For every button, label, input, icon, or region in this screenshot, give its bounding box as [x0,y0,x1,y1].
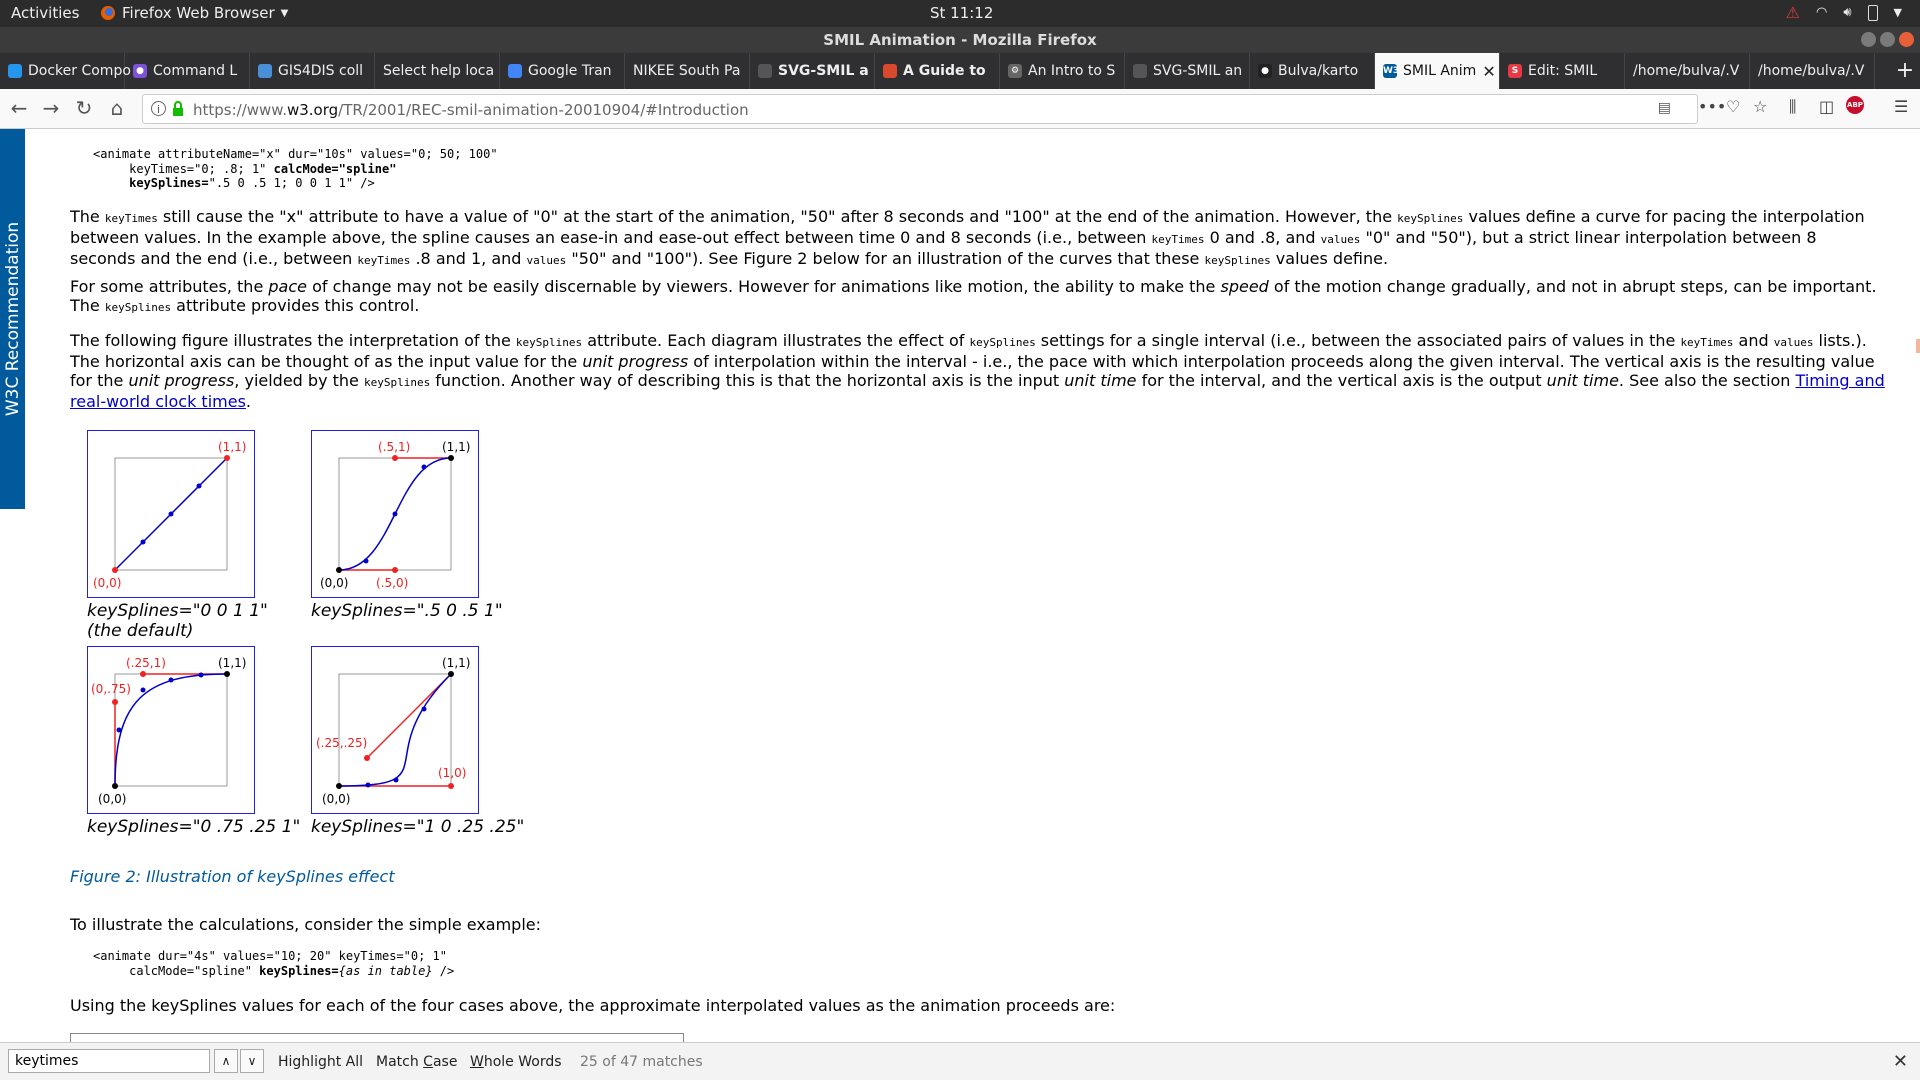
svg-icon [1133,64,1147,78]
sample-point [141,540,146,545]
figure-4-caption: keySplines="1 0 .25 .25" [311,817,525,837]
chevron-down-icon: ▼ [280,7,289,19]
system-tray[interactable] [1786,3,1920,22]
google-translate-icon [508,64,522,78]
url-domain: w3.org [286,101,339,119]
tab-12[interactable] [1375,53,1500,89]
p1-text: values define. [1270,249,1389,268]
scrollbar-thumb[interactable] [1916,339,1920,353]
p3-emphasis: unit progress [128,371,235,390]
tab-5[interactable] [500,53,625,89]
badge-label: W3C Recommendation [2,221,23,417]
p3-emphasis: unit time [1546,371,1619,390]
figure-2-caption: keySplines=".5 0 .5 1" [311,601,503,621]
p3-text: lists.). The horizontal axis can be thought of as the input value for the [70,331,1867,371]
dot-icon: ● [133,64,147,78]
tab-3[interactable] [250,53,375,89]
back-button[interactable]: ← [10,96,28,120]
p1-code: keyTimes [104,212,158,225]
sample-point [364,559,369,564]
code2-line2a: calcMode="spline" [93,963,260,978]
p3-text: , yielded by the [234,371,364,390]
tab-2[interactable] [125,53,250,89]
p3-text: attribute. Each diagram illustrates the effect of [582,331,970,350]
whole-words-label: hole Words [483,1054,562,1070]
p1-code: keySplines [1204,254,1271,267]
page-content [0,129,1920,1042]
control1-label: (.5,0) [376,576,409,590]
p3-emphasis: unit progress [582,352,689,371]
code1-line2b: calcMode="spline" [273,161,397,176]
p1-code: keyTimes [1151,233,1205,246]
tab-15[interactable] [1750,53,1875,89]
sample-point [366,783,371,788]
code1-line1: <animate attributeName="x" dur="10s" values="0; 50; 100" [93,147,498,161]
figure-keysplines-default [87,430,255,598]
end-label: (1,1) [218,656,247,670]
code-block-1 [93,147,498,191]
paragraph-5: Using the keySplines values for each of the four cases above, the approximate interpolated values as the animation proceeds are: [70,996,1116,1015]
code2-line2b: keySplines= [259,963,339,978]
unit-square [115,674,227,786]
p3-code: values [1773,336,1814,349]
p2-text: For some attributes, the [70,277,269,296]
gear-icon: ⚙ [1008,64,1022,78]
p3-code: keySplines [969,336,1036,349]
navigation-toolbar [0,89,1920,129]
url-path: /TR/2001/REC-smil-animation-20010904/#Introduction [338,101,749,119]
control-point [140,671,146,677]
forward-button[interactable]: → [42,96,60,120]
p3-text: . See also the section [1618,371,1796,390]
control2-label: (.25,1) [126,656,166,670]
end-point [224,671,230,677]
end-point [448,671,454,677]
window-title-bar [0,27,1920,53]
pocket-icon[interactable]: ♡ [1726,97,1741,116]
adblock-icon[interactable]: ABP [1846,96,1864,114]
p2-text: of the motion change gradually, and not in abrupt steps, can be important. The [70,277,1877,315]
p3-text: settings for a single interval (i.e., between the associated pairs of values in the [1035,331,1681,350]
tab-label: Bulva/karto [1278,63,1359,79]
tab-14[interactable] [1625,53,1750,89]
start-label: (0,0) [93,576,122,590]
figure-4-svg [312,647,478,813]
control2-label: (.5,1) [378,440,411,454]
p1-code: values [526,254,567,267]
figure-3-svg [88,647,254,813]
sample-point [393,512,398,517]
sample-point [197,484,202,489]
sidebar-icon[interactable]: ◫ [1819,97,1835,116]
tab-label: SVG-SMIL a [778,63,869,79]
spline-curve [115,674,227,786]
window-controls [1861,32,1914,47]
match-case-label: ase [432,1054,458,1070]
lock-icon [171,101,185,117]
w3c-recommendation-badge[interactable] [0,129,25,509]
p1-text: 0 and .8, and [1204,228,1321,247]
p3-emphasis: unit time [1064,371,1137,390]
tab-8[interactable] [875,53,1000,89]
figure-1-svg [88,431,254,597]
p2-text: attribute provides this control. [171,296,420,315]
url-bar[interactable] [142,94,1698,124]
figure-keysplines-ease-out [87,646,255,814]
docker-icon [8,64,22,78]
tab-label: NIKEE South Pa [633,63,741,79]
control-point [112,699,118,705]
sample-point [169,678,174,683]
p1-text: "0" and "50"), but a strict linear interpolation between 8 seconds and the end (i.e., between [70,228,1817,268]
end-label: (1,1) [442,440,471,454]
figure-2-svg [312,431,478,597]
close-tab-icon[interactable]: ✕ [1482,61,1496,81]
sample-point [199,673,204,678]
timing-section-link[interactable]: Timing and real-world clock times [70,371,1885,411]
reload-button[interactable]: ↻ [75,96,93,120]
p2-code: keySplines [104,301,172,314]
power-menu-icon: ▼ [1893,6,1902,19]
find-input[interactable] [8,1049,210,1073]
find-next-button[interactable]: ∨ [240,1049,264,1073]
p1-text: "50" and "100"). See Figure 2 below for an illustration of the curves that these [566,249,1205,268]
tab-label: Edit: SMIL [1528,63,1598,79]
maximize-button[interactable] [1880,32,1895,47]
match-count: 25 of 47 matches [580,1054,703,1070]
tab-label: Command L [153,63,238,79]
figure-caption: Figure 2: Illustration of keySplines effect [70,867,395,886]
end-label: (1,1) [218,440,247,454]
tab-label: SVG-SMIL an [1153,63,1243,79]
s-icon: S [1508,64,1522,78]
p3-text: and [1733,331,1774,350]
control1-label: (0,.75) [91,682,131,696]
find-previous-button[interactable]: ∧ [214,1049,238,1073]
sample-point [422,465,427,470]
tab-6[interactable] [625,53,750,89]
p3-text: for the interval, and the vertical axis is the output [1136,371,1547,390]
sample-point [169,512,174,517]
wifi-icon: ◠ [1815,5,1828,20]
match-case-label: Match [376,1054,424,1070]
window-title: SMIL Animation - Mozilla Firefox [823,31,1097,49]
caption-line: (the default) [87,621,194,641]
p1-text: still cause the "x" attribute to have a value of "0" at the start of the animation, "50" after 8 seconds and "100" at the end of the animation. However, the [157,207,1398,226]
figure-keysplines-ease-in [311,646,479,814]
tab-4[interactable] [375,53,500,89]
map-pin-icon [258,64,272,78]
tab-11[interactable] [1250,53,1375,89]
control1-label: (1,0) [438,766,467,780]
new-tab-button[interactable]: + [1895,58,1915,83]
p2-text: of change may not be easily discernable by viewers. However for animations like motion, the ability to make the [306,277,1221,296]
code-block-2 [93,949,454,978]
sample-point [117,728,122,733]
tab-1[interactable] [0,53,131,89]
control-point [448,783,454,789]
end-point [336,567,342,573]
code1-line3a: keySplines= [93,176,209,190]
p1-code: keyTimes [357,254,411,267]
match-case-option[interactable] [376,1054,457,1070]
battery-icon [1868,5,1878,21]
tab-strip [0,53,1920,89]
p1-code: values [1320,233,1361,246]
page-actions-icon[interactable]: ••• [1698,97,1727,116]
volume-icon: 🔊︎ [1843,5,1852,20]
control-point [112,567,118,573]
figure-1-caption [87,601,268,641]
code1-line3b: ".5 0 .5 1; 0 0 1 1" /> [208,176,375,190]
tab-9[interactable] [1000,53,1125,89]
tab-label: /home/bulva/.V [1758,63,1865,79]
tab-label: Docker Compo [28,63,131,79]
p3-text: The following figure illustrates the interpretation of the [70,331,516,350]
end-point [112,783,118,789]
whole-words-accesskey: W [470,1054,484,1070]
highlight-all-option[interactable]: Highlight All [278,1054,364,1070]
p1-text: values define a curve for pacing the interpolation between values. In the example above, the spline causes an ease-in and ease-out effect between time 0 and 8 seconds (i.e., between [70,207,1865,247]
w3c-icon: W3 [1383,66,1400,76]
reader-view-icon[interactable]: ▤ [1657,100,1671,116]
url-text [193,101,749,119]
bookmark-star-icon[interactable]: ☆ [1753,97,1768,116]
github-icon: ● [1258,64,1272,78]
tab-13[interactable] [1500,53,1625,89]
menu-icon[interactable]: ☰ [1894,97,1909,116]
tab-label: An Intro to S [1028,63,1116,79]
control2-label: (.25,.25) [316,736,368,750]
code2-line2d: /> [432,963,455,978]
close-find-bar-icon[interactable]: ✕ [1892,1051,1908,1072]
warning-icon: ⚠ [1785,3,1800,22]
start-label: (0,0) [320,576,349,590]
caption-line: keySplines="0 0 1 1" [87,601,268,621]
activities-button[interactable]: Activities [11,4,80,22]
end-label: (1,1) [442,656,471,670]
tab-label: SMIL Anim [1403,63,1477,79]
tab-label: GIS4DIS coll [278,63,364,79]
p3-text: . [245,392,251,411]
tab-7[interactable] [750,53,875,89]
close-window-button[interactable] [1899,32,1914,47]
control-point [364,755,370,761]
code2-line2c: {as in table} [338,963,433,978]
tab-10[interactable] [1125,53,1250,89]
clock[interactable]: St 11:12 [930,4,994,22]
sample-point [394,778,399,783]
find-bar [0,1042,1920,1080]
p3-text: of interpolation within the interval - i.e., the pace with which interpolation proceeds along the given interval. The vertical axis is the resulting value for the [70,352,1875,390]
app-menu[interactable] [100,4,288,22]
tab-label: Google Tran [528,63,612,79]
firefox-icon [100,5,116,21]
end-point [336,783,342,789]
code1-line2a: keyTimes="0; .8; 1" [93,161,274,176]
control-point [224,455,230,461]
paragraph-3 [70,331,1885,411]
control-point [392,567,398,573]
tab-label: /home/bulva/.V [1633,63,1740,79]
sample-point [422,707,427,712]
figure-3-caption: keySplines="0 .75 .25 1" [87,817,301,837]
app-menu-label: Firefox Web Browser [122,4,275,22]
home-button[interactable]: ⌂ [110,96,124,120]
p2-emphasis: speed [1220,277,1269,296]
p3-code: keySplines [515,336,583,349]
paragraph-4: To illustrate the calculations, consider the simple example: [70,915,542,934]
p1-code: keySplines [1397,212,1464,225]
end-point [448,455,454,461]
url-prefix: https://www. [193,101,287,119]
p3-code: keySplines [363,376,431,389]
p3-code: keyTimes [1680,336,1734,349]
start-label: (0,0) [322,792,351,806]
p1-text: .8 and 1, and [410,249,527,268]
match-case-accesskey: C [423,1054,433,1070]
p3-text: function. Another way of describing this is that the horizontal axis is the input [430,371,1065,390]
library-icon[interactable]: ⫼ [1789,97,1797,116]
svg-icon [758,64,772,78]
tab-label: A Guide to [903,63,986,79]
paragraph-1 [70,207,1885,270]
paragraph-2 [70,277,1885,317]
figure-keysplines-ease [311,430,479,598]
start-label: (0,0) [98,792,127,806]
sample-point [141,688,146,693]
p1-text: The [70,207,105,226]
info-icon[interactable]: i [151,101,166,116]
control-point [392,455,398,461]
code2-line1: <animate dur="4s" values="10; 20" keyTimes="0; 1" [93,949,448,963]
tab-label: Select help loca [383,63,495,79]
whole-words-option[interactable] [470,1054,562,1070]
guide-icon [883,64,897,78]
system-top-bar [0,0,1920,27]
minimize-button[interactable] [1861,32,1876,47]
p2-emphasis: pace [268,277,307,296]
